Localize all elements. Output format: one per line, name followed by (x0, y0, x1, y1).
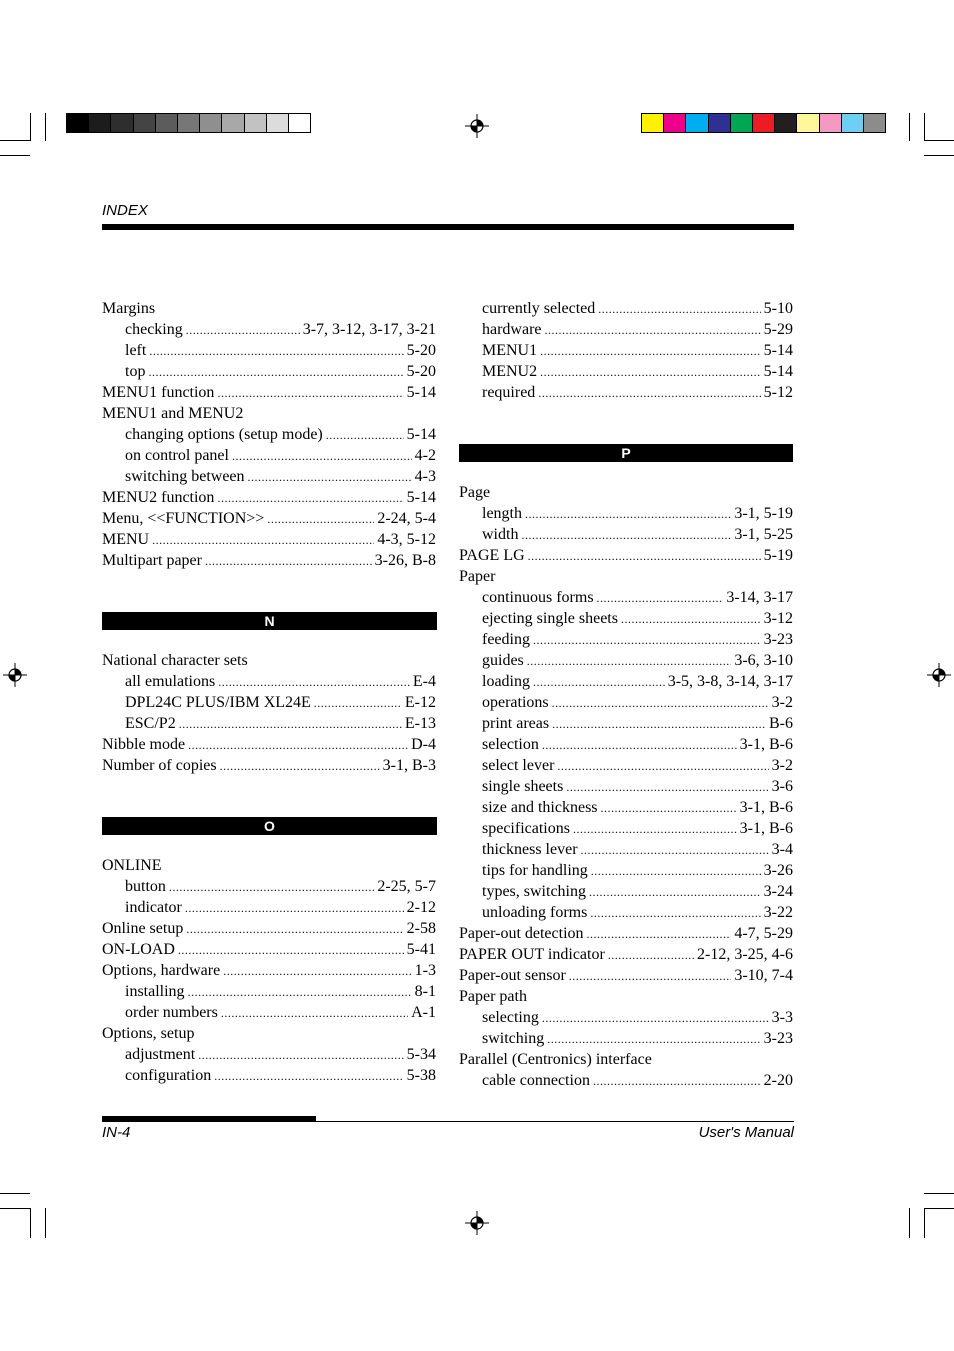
entry-label: switching between (125, 468, 245, 485)
index-entry (102, 734, 436, 755)
dot-leader (149, 341, 403, 362)
running-header-title: INDEX (102, 202, 148, 219)
crop-mark (0, 140, 30, 141)
entry-page-ref: 3-12 (763, 610, 793, 627)
entry-label: adjustment (125, 1046, 196, 1063)
color-swatch (730, 113, 753, 133)
entry-page-ref: B-6 (769, 715, 793, 732)
color-swatch (708, 113, 731, 133)
dot-leader (205, 551, 372, 572)
index-subentry (459, 1028, 793, 1049)
entry-page-ref: E-4 (412, 673, 436, 690)
entry-label: Number of copies (102, 757, 217, 774)
dot-leader (552, 693, 769, 714)
entry-label: selection (482, 736, 539, 753)
color-swatch (641, 113, 664, 133)
index-subentry (102, 445, 436, 466)
entry-page-ref: 3-26 (763, 862, 793, 879)
color-swatch (819, 113, 842, 133)
entry-label: Nibble mode (102, 736, 186, 753)
index-subentry (102, 692, 436, 713)
dot-leader (198, 1045, 403, 1066)
entry-page-ref: 3-6, 3-10 (734, 652, 793, 669)
entry-page-ref: 1-3 (414, 962, 436, 979)
index-subentry (459, 587, 793, 608)
dot-leader (542, 1008, 769, 1029)
entry-label: specifications (482, 820, 570, 837)
entry-label: required (482, 384, 536, 401)
index-entry (102, 939, 436, 960)
dot-leader (545, 320, 761, 341)
entry-page-ref: A-1 (411, 1004, 436, 1021)
entry-label: PAGE LG (459, 547, 525, 564)
dot-leader (542, 735, 737, 756)
color-swatch (221, 113, 244, 133)
entry-page-ref: 5-14 (406, 489, 436, 506)
index-entry (102, 1023, 436, 1044)
entry-page-ref: 3-3 (771, 1009, 793, 1026)
entry-page-ref: 4-7, 5-29 (734, 925, 793, 942)
index-subentry (459, 608, 793, 629)
entry-page-ref: 3-1, B-6 (739, 799, 793, 816)
dot-leader (527, 651, 732, 672)
entry-page-ref: 4-3, 5-12 (377, 531, 436, 548)
index-entry (459, 566, 793, 587)
entry-page-ref: 5-34 (406, 1046, 436, 1063)
entry-page-ref: 3-2 (771, 757, 793, 774)
crop-mark (924, 1193, 954, 1194)
entry-page-ref: D-4 (411, 736, 436, 753)
entry-label: MENU1 and MENU2 (102, 405, 244, 422)
dot-leader (188, 982, 412, 1003)
index-subentry (102, 671, 436, 692)
index-subentry (459, 902, 793, 923)
entry-label: currently selected (482, 300, 596, 317)
section-gap (459, 462, 793, 482)
entry-label: Page (459, 484, 491, 501)
dot-leader (214, 1066, 403, 1087)
entry-page-ref: 2-24, 5-4 (377, 510, 436, 527)
color-swatch (288, 113, 311, 133)
entry-label: Paper-out sensor (459, 967, 566, 984)
dot-leader (566, 777, 768, 798)
index-subentry (459, 382, 793, 403)
dot-leader (591, 861, 761, 882)
index-subentry (459, 776, 793, 797)
dot-leader (540, 362, 761, 383)
index-letter-heading: N (102, 612, 437, 630)
index-subentry (459, 818, 793, 839)
crop-mark (909, 1208, 910, 1238)
entry-label: Online setup (102, 920, 184, 937)
section-gap (102, 571, 436, 612)
dot-leader (581, 840, 769, 861)
entry-page-ref: 3-1, B-6 (739, 820, 793, 837)
entry-page-ref: 8-1 (414, 983, 436, 1000)
index-subentry (459, 650, 793, 671)
entry-page-ref: 2-25, 5-7 (377, 878, 436, 895)
dot-leader (326, 425, 404, 446)
entry-label: Menu, <<FUNCTION>> (102, 510, 265, 527)
entry-label: button (125, 878, 166, 895)
entry-page-ref: 3-6 (771, 778, 793, 795)
entry-label: ON-LOAD (102, 941, 175, 958)
dot-leader (186, 320, 300, 341)
dot-leader (314, 693, 402, 714)
entry-page-ref: 3-23 (763, 631, 793, 648)
entry-page-ref: 5-10 (763, 300, 793, 317)
crop-mark (924, 1208, 954, 1209)
color-swatch (177, 113, 200, 133)
index-entry (459, 944, 793, 965)
entry-label: National character sets (102, 652, 248, 669)
dot-leader (533, 672, 665, 693)
dot-leader (169, 877, 374, 898)
dot-leader (587, 924, 732, 945)
entry-label: MENU2 function (102, 489, 215, 506)
color-swatch (774, 113, 797, 133)
dot-leader (538, 383, 760, 404)
dot-leader (552, 714, 766, 735)
section-gap (102, 835, 436, 855)
dot-leader (217, 383, 403, 404)
entry-label: Paper path (459, 988, 527, 1005)
index-subentry (459, 340, 793, 361)
entry-label: on control panel (125, 447, 229, 464)
entry-label: left (125, 342, 147, 359)
index-entry (102, 298, 436, 319)
entry-page-ref: 3-2 (771, 694, 793, 711)
dot-leader (217, 488, 403, 509)
entry-label: MENU2 (482, 363, 538, 380)
crop-mark (0, 155, 30, 156)
entry-label: changing options (setup mode) (125, 426, 323, 443)
entry-label: DPL24C PLUS/IBM XL24E (125, 694, 311, 711)
entry-label: ejecting single sheets (482, 610, 618, 627)
dot-leader (573, 819, 737, 840)
index-subentry (102, 876, 436, 897)
page-number: IN-4 (102, 1124, 131, 1141)
entry-page-ref: 3-22 (763, 904, 793, 921)
entry-page-ref: 3-26, B-8 (374, 552, 436, 569)
entry-label: select lever (482, 757, 555, 774)
color-swatch (796, 113, 819, 133)
crop-mark (30, 1208, 31, 1238)
dot-leader (188, 735, 408, 756)
dot-leader (185, 898, 404, 919)
color-swatch (88, 113, 111, 133)
index-letter-heading: O (102, 817, 437, 835)
entry-label: cable connection (482, 1072, 590, 1089)
index-entry (102, 403, 436, 424)
index-column-left (102, 298, 436, 1086)
entry-label: order numbers (125, 1004, 218, 1021)
color-swatch (199, 113, 222, 133)
entry-page-ref: 3-10, 7-4 (734, 967, 793, 984)
entry-label: operations (482, 694, 549, 711)
entry-label: Margins (102, 300, 156, 317)
crop-mark (924, 113, 925, 141)
index-subentry (459, 524, 793, 545)
index-subentry (102, 713, 436, 734)
footer-manual-title: User's Manual (698, 1124, 794, 1141)
entry-label: Parallel (Centronics) interface (459, 1051, 652, 1068)
entry-page-ref: E-13 (404, 715, 436, 732)
dot-leader (621, 609, 761, 630)
entry-label: thickness lever (482, 841, 578, 858)
dot-leader (533, 630, 761, 651)
index-subentry (459, 503, 793, 524)
entry-page-ref: 5-14 (763, 342, 793, 359)
registration-mark-icon (465, 1211, 489, 1235)
entry-page-ref: 3-5, 3-8, 3-14, 3-17 (667, 673, 793, 690)
index-entry (459, 545, 793, 566)
crop-mark (45, 113, 46, 141)
dot-leader (179, 714, 402, 735)
dot-leader (221, 1003, 408, 1024)
entry-page-ref: 3-4 (771, 841, 793, 858)
section-gap (102, 630, 436, 650)
entry-page-ref: 5-20 (406, 342, 436, 359)
entry-label: guides (482, 652, 524, 669)
entry-label: Multipart paper (102, 552, 202, 569)
dot-leader (267, 509, 374, 530)
entry-page-ref: 3-14, 3-17 (726, 589, 793, 606)
entry-page-ref: 3-1, B-6 (739, 736, 793, 753)
index-subentry (102, 981, 436, 1002)
entry-page-ref: 4-3 (414, 468, 436, 485)
index-entry (102, 855, 436, 876)
entry-label: types, switching (482, 883, 586, 900)
index-entry (459, 965, 793, 986)
dot-leader (186, 919, 403, 940)
dot-leader (178, 940, 404, 961)
dot-leader (593, 1071, 761, 1092)
section-gap (459, 403, 793, 444)
entry-label: Paper-out detection (459, 925, 584, 942)
index-entry (102, 755, 436, 776)
dot-leader (248, 467, 412, 488)
entry-label: size and thickness (482, 799, 598, 816)
crop-mark (924, 155, 954, 156)
index-subentry (459, 671, 793, 692)
index-column-right (459, 298, 793, 1091)
entry-label: loading (482, 673, 530, 690)
index-entry (102, 918, 436, 939)
color-swatch (841, 113, 864, 133)
entry-label: MENU1 function (102, 384, 215, 401)
header-rule (102, 224, 794, 230)
index-subentry (459, 1007, 793, 1028)
index-subentry (459, 839, 793, 860)
entry-label: print areas (482, 715, 550, 732)
dot-leader (218, 672, 410, 693)
crop-mark (0, 1208, 30, 1209)
entry-page-ref: 5-38 (406, 1067, 436, 1084)
entry-label: tips for handling (482, 862, 588, 879)
index-subentry (102, 897, 436, 918)
entry-page-ref: 5-14 (763, 363, 793, 380)
color-swatch (133, 113, 156, 133)
dot-leader (152, 530, 374, 551)
index-entry (102, 487, 436, 508)
entry-page-ref: 5-12 (763, 384, 793, 401)
crop-mark (924, 1208, 925, 1238)
crop-mark (909, 113, 910, 141)
entry-label: unloading forms (482, 904, 588, 921)
dot-leader (521, 525, 731, 546)
dot-leader (148, 362, 403, 383)
color-swatch (752, 113, 775, 133)
entry-page-ref: 3-23 (763, 1030, 793, 1047)
index-subentry (459, 319, 793, 340)
dot-leader (540, 341, 761, 362)
index-subentry (459, 860, 793, 881)
index-subentry (459, 629, 793, 650)
index-entry (102, 650, 436, 671)
registration-mark-icon (927, 663, 951, 687)
index-entry (102, 508, 436, 529)
crop-mark (30, 113, 31, 141)
dot-leader (569, 966, 732, 987)
color-swatch (685, 113, 708, 133)
entry-page-ref: 3-1, 5-19 (734, 505, 793, 522)
dot-leader (528, 546, 761, 567)
entry-page-ref: 2-20 (763, 1072, 793, 1089)
index-subentry (459, 1070, 793, 1091)
footer-rule-thin (102, 1121, 794, 1122)
color-swatch (266, 113, 289, 133)
index-subentry (102, 1002, 436, 1023)
registration-mark-icon (3, 663, 27, 687)
color-swatch (863, 113, 886, 133)
dot-leader (597, 588, 724, 609)
index-entry (102, 529, 436, 550)
entry-page-ref: 5-14 (406, 384, 436, 401)
color-swatch (155, 113, 178, 133)
index-subentry (102, 319, 436, 340)
entry-label: MENU (102, 531, 150, 548)
index-entry (459, 1049, 793, 1070)
index-entry (459, 923, 793, 944)
entry-page-ref: 2-58 (406, 920, 436, 937)
entry-page-ref: 3-24 (763, 883, 793, 900)
index-subentry (102, 1044, 436, 1065)
index-subentry (459, 692, 793, 713)
color-swatch (244, 113, 267, 133)
index-entry (459, 986, 793, 1007)
color-swatch (66, 113, 89, 133)
dot-leader (547, 1029, 760, 1050)
color-swatch (663, 113, 686, 133)
index-subentry (459, 298, 793, 319)
index-subentry (459, 361, 793, 382)
entry-label: ESC/P2 (125, 715, 176, 732)
crop-mark (924, 140, 954, 141)
dot-leader (220, 756, 380, 777)
index-subentry (459, 797, 793, 818)
entry-label: configuration (125, 1067, 212, 1084)
entry-label: ONLINE (102, 857, 162, 874)
entry-page-ref: 2-12 (406, 899, 436, 916)
index-subentry (102, 466, 436, 487)
entry-label: hardware (482, 321, 542, 338)
entry-page-ref: 4-2 (414, 447, 436, 464)
index-subentry (459, 755, 793, 776)
dot-leader (598, 299, 760, 320)
entry-label: length (482, 505, 522, 522)
index-entry (459, 482, 793, 503)
entry-label: single sheets (482, 778, 564, 795)
dot-leader (232, 446, 412, 467)
entry-label: PAPER OUT indicator (459, 946, 605, 963)
index-entry (102, 382, 436, 403)
index-subentry (102, 361, 436, 382)
entry-page-ref: E-12 (404, 694, 436, 711)
dot-leader (589, 882, 761, 903)
entry-label: continuous forms (482, 589, 594, 606)
crop-mark (45, 1208, 46, 1238)
entry-page-ref: 5-41 (406, 941, 436, 958)
index-subentry (459, 713, 793, 734)
entry-label: switching (482, 1030, 545, 1047)
dot-leader (601, 798, 737, 819)
section-gap (102, 776, 436, 817)
entry-page-ref: 5-20 (406, 363, 436, 380)
entry-label: all emulations (125, 673, 216, 690)
entry-label: indicator (125, 899, 182, 916)
dot-leader (608, 945, 694, 966)
entry-page-ref: 3-7, 3-12, 3-17, 3-21 (302, 321, 436, 338)
index-subentry (102, 340, 436, 361)
index-subentry (459, 734, 793, 755)
index-entry (102, 960, 436, 981)
index-letter-heading: P (459, 444, 793, 462)
dot-leader (557, 756, 768, 777)
entry-page-ref: 3-1, 5-25 (734, 526, 793, 543)
entry-label: Options, hardware (102, 962, 221, 979)
entry-page-ref: 2-12, 3-25, 4-6 (697, 946, 793, 963)
index-entry (102, 550, 436, 571)
entry-label: width (482, 526, 519, 543)
entry-label: installing (125, 983, 185, 1000)
registration-mark-icon (465, 114, 489, 138)
entry-page-ref: 5-14 (406, 426, 436, 443)
index-subentry (459, 881, 793, 902)
color-swatch (110, 113, 133, 133)
index-subentry (102, 1065, 436, 1086)
entry-label: selecting (482, 1009, 539, 1026)
entry-label: top (125, 363, 146, 380)
entry-label: MENU1 (482, 342, 538, 359)
entry-label: feeding (482, 631, 530, 648)
entry-page-ref: 5-19 (763, 547, 793, 564)
dot-leader (223, 961, 411, 982)
dot-leader (590, 903, 760, 924)
entry-page-ref: 5-29 (763, 321, 793, 338)
entry-page-ref: 3-1, B-3 (382, 757, 436, 774)
crop-mark (0, 1193, 30, 1194)
entry-label: Paper (459, 568, 496, 585)
entry-label: checking (125, 321, 183, 338)
dot-leader (525, 504, 731, 525)
index-subentry (102, 424, 436, 445)
entry-label: Options, setup (102, 1025, 195, 1042)
